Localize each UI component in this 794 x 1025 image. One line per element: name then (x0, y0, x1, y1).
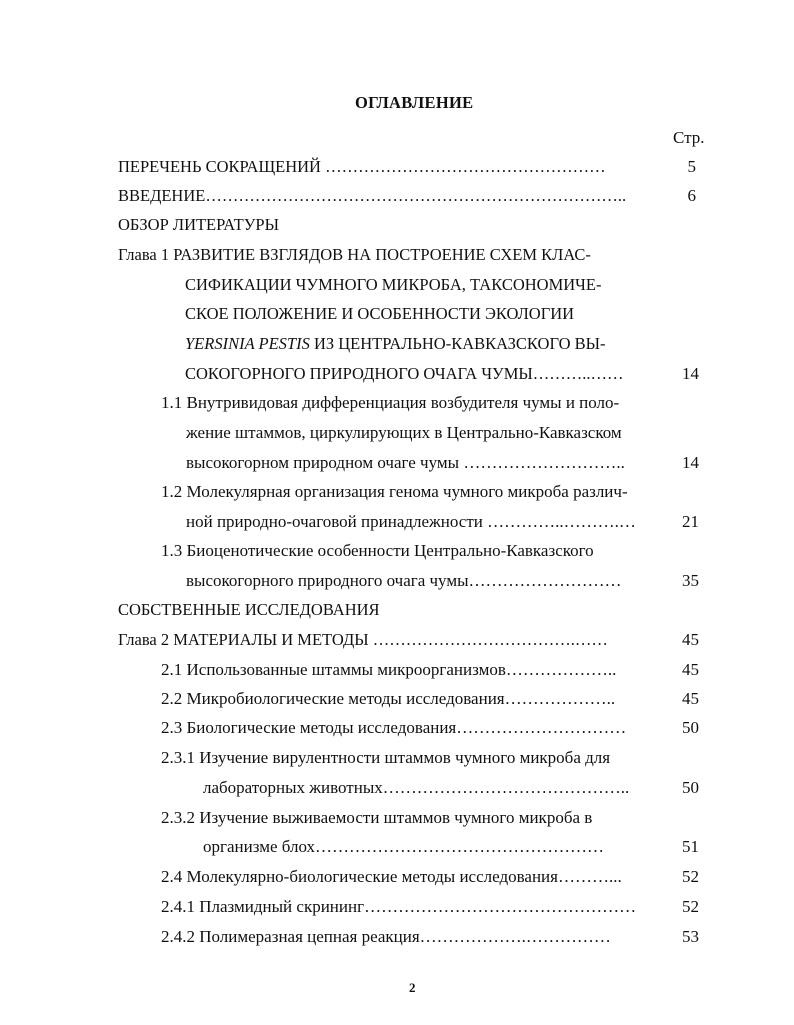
toc-entry-2-3-1-line-2: лабораторных животных…………………………………….. (203, 778, 630, 797)
toc-page-1-3: 35 (682, 571, 699, 590)
toc-page-chapter-2: 45 (682, 630, 699, 649)
toc-chapter-1-line-5: СОКОГОРНОГО ПРИРОДНОГО ОЧАГА ЧУМЫ………..…… (185, 364, 624, 383)
toc-chapter-1-line-4 (185, 334, 606, 354)
toc-entry-1-3-line-1[interactable]: 1.3 Биоценотические особенности Центрально-Кавказского (161, 541, 594, 560)
toc-entry-2-3[interactable]: 2.3 Биологические методы исследования………………………… (161, 718, 627, 737)
toc-entry-1-3-line-2: высокогорного природного очага чумы……………………… (186, 571, 622, 590)
toc-entry-1-1-line-1[interactable]: 1.1 Внутривидовая дифференциация возбудителя чумы и поло- (161, 393, 620, 412)
toc-section-own-research[interactable]: СОБСТВЕННЫЕ ИССЛЕДОВАНИЯ (118, 600, 380, 619)
toc-chapter-1-line-3: СКОЕ ПОЛОЖЕНИЕ И ОСОБЕННОСТИ ЭКОЛОГИИ (185, 304, 575, 323)
toc-entry-2-1[interactable]: 2.1 Использованные штаммы микроорганизмов……………….. (161, 660, 617, 679)
toc-chapter-2[interactable]: Глава 2 МАТЕРИАЛЫ И МЕТОДЫ ……………………………….…… (118, 630, 608, 649)
toc-page-introduction: 6 (687, 186, 696, 205)
toc-page-2-4-2: 53 (682, 927, 699, 946)
toc-page-2-3-2: 51 (682, 837, 699, 856)
species-name: YERSINIA PESTIS (185, 334, 310, 353)
toc-entry-1-2-line-2: ной природно-очаговой принадлежности …………..……….… (186, 512, 636, 531)
toc-entry-2-4-1[interactable]: 2.4.1 Плазмидный скрининг………………………………………… (161, 897, 637, 916)
toc-entry-1-2-line-1[interactable]: 1.2 Молекулярная организация генома чумного микроба различ- (161, 482, 628, 501)
toc-page-2-1: 45 (682, 660, 699, 679)
toc-section-literature-review[interactable]: ОБЗОР ЛИТЕРАТУРЫ (118, 215, 279, 234)
toc-page-2-3: 50 (682, 718, 699, 737)
toc-page-2-3-1: 50 (682, 778, 699, 797)
toc-chapter-1-line-2: СИФИКАЦИИ ЧУМНОГО МИКРОБА, ТАКСОНОМИЧЕ- (185, 275, 602, 294)
page-number: 2 (409, 980, 416, 995)
toc-heading: ОГЛАВЛЕНИЕ (355, 93, 474, 112)
toc-entry-1-1-line-2: жение штаммов, циркулирующих в Центрально-Кавказском (186, 423, 622, 442)
toc-entry-2-2[interactable]: 2.2 Микробиологические методы исследования……………….. (161, 689, 616, 708)
toc-entry-2-3-2-line-1[interactable]: 2.3.2 Изучение выживаемости штаммов чумного микроба в (161, 808, 593, 827)
toc-chapter-1-line-1[interactable]: Глава 1 РАЗВИТИЕ ВЗГЛЯДОВ НА ПОСТРОЕНИЕ СХЕМ КЛАС- (118, 245, 591, 264)
toc-chapter-1-line-4-rest: ИЗ ЦЕНТРАЛЬНО-КАВКАЗСКОГО ВЫ- (309, 334, 606, 353)
toc-entry-2-4[interactable]: 2.4 Молекулярно-биологические методы исследования………... (161, 867, 622, 886)
toc-entry-introduction[interactable]: ВВЕДЕНИЕ………………………………………………………………….. (118, 186, 627, 205)
toc-page-2-2: 45 (682, 689, 699, 708)
toc-page-1-1: 14 (682, 453, 699, 472)
toc-entry-2-3-1-line-1[interactable]: 2.3.1 Изучение вирулентности штаммов чумного микроба для (161, 748, 611, 767)
toc-page-chapter-1: 14 (682, 364, 699, 383)
toc-entry-2-4-2[interactable]: 2.4.2 Полимеразная цепная реакция……………….…………… (161, 927, 611, 946)
page-column-label: Стр. (673, 128, 705, 147)
toc-page-2-4: 52 (682, 867, 699, 886)
toc-entry-abbreviations[interactable]: ПЕРЕЧЕНЬ СОКРАЩЕНИЙ …………………………………………… (118, 157, 606, 176)
toc-page-1-2: 21 (682, 512, 699, 531)
toc-page-2-4-1: 52 (682, 897, 699, 916)
toc-entry-2-3-2-line-2: организме блох…………………………………………… (203, 837, 605, 856)
toc-page-abbreviations: 5 (687, 157, 696, 176)
toc-entry-1-1-line-3: высокогорном природном очаге чумы ……………………….. (186, 453, 625, 472)
